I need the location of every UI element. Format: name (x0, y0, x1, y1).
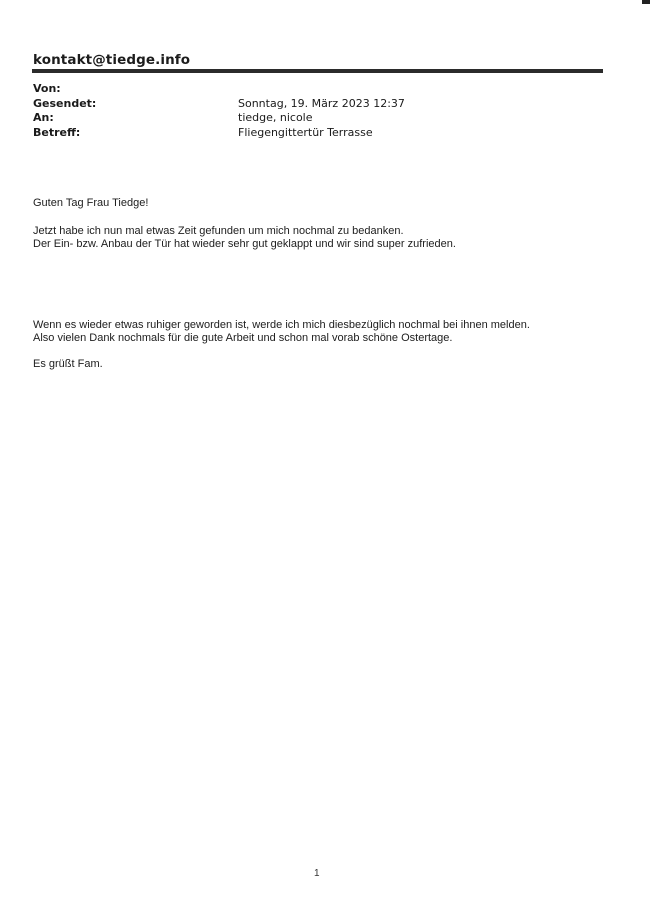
field-label-gesendet: Gesendet: (33, 96, 97, 110)
field-label-von: Von: (33, 82, 61, 95)
field-value-gesendet: Sonntag, 19. März 2023 12:37 (238, 96, 405, 110)
scan-edge-mark (642, 0, 650, 4)
email-greeting: Guten Tag Frau Tiedge! (33, 197, 149, 209)
field-an (33, 111, 593, 126)
page-number: 1 (314, 868, 320, 879)
email-header-fields (33, 82, 593, 140)
email-paragraph-2-line-1: Wenn es wieder etwas ruhiger geworden ist, werde ich mich diesbezüglich nochmal bei ihnen melden. (33, 319, 530, 331)
header-divider (32, 69, 603, 73)
field-label-betreff: Betreff: (33, 125, 81, 139)
email-paragraph-2-line-2: Also vielen Dank nochmals für die gute Arbeit und schon mal vorab schöne Ostertage. (33, 332, 453, 344)
field-von (33, 82, 593, 97)
email-sender: kontakt@tiedge.info (33, 52, 191, 68)
email-paragraph-1-line-2: Der Ein- bzw. Anbau der Tür hat wieder sehr gut geklappt und wir sind super zufrieden. (33, 238, 456, 250)
field-betreff (33, 126, 593, 141)
field-value-an: tiedge, nicole (238, 111, 313, 124)
email-closing: Es grüßt Fam. (33, 358, 103, 370)
field-gesendet (33, 97, 593, 112)
field-label-an: An: (33, 111, 54, 124)
field-value-von (238, 82, 593, 97)
field-value-betreff: Fliegengittertür Terrasse (238, 125, 373, 139)
email-paragraph-1-line-1: Jetzt habe ich nun mal etwas Zeit gefunden um mich nochmal zu bedanken. (33, 225, 404, 237)
